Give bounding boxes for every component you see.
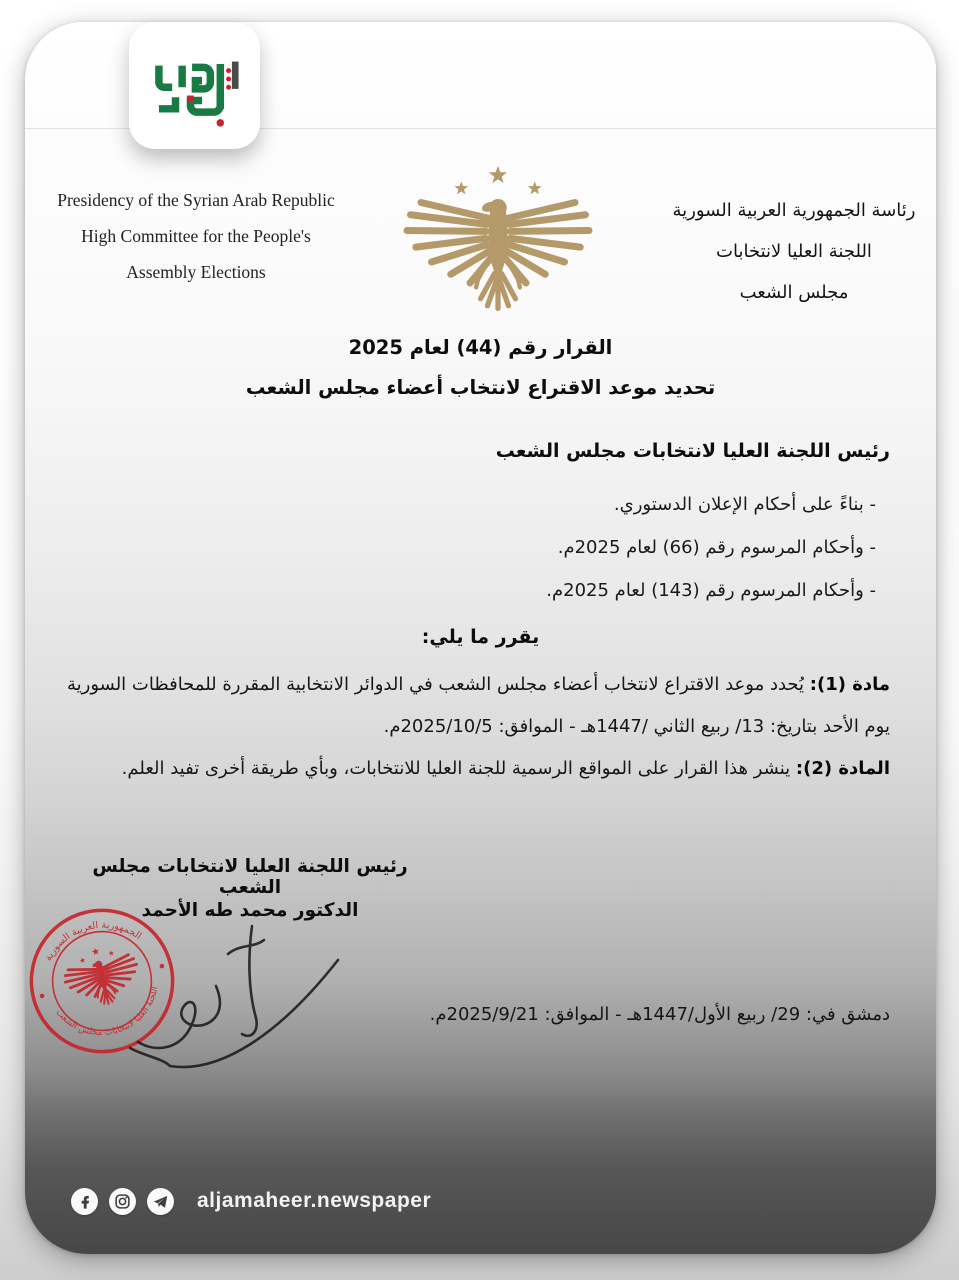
signature-title: رئيس اللجنة العليا لانتخابات مجلس الشعب — [92, 856, 408, 898]
letterhead-line-ar: رئاسة الجمهورية العربية السورية — [672, 200, 916, 221]
stamp-ring-text-top: الجمهورية العربية السورية — [42, 919, 144, 964]
letterhead-line-ar: اللجنة العليا لانتخابات — [716, 241, 872, 262]
social-footer — [71, 1186, 431, 1216]
signatory-name: الدكتور محمد طه الأحمد — [141, 900, 359, 921]
letterhead-line-ar: مجلس الشعب — [739, 282, 849, 303]
article-1 — [65, 664, 890, 748]
letterhead-line-en: Presidency of the Syrian Arab Republic — [57, 190, 335, 210]
telegram-icon — [147, 1188, 174, 1215]
letterhead-line-en: Assembly Elections — [126, 262, 266, 282]
social-handle: aljamaheer.newspaper — [197, 1189, 432, 1212]
preamble-heading: رئيس اللجنة العليا لانتخابات مجلس الشعب — [495, 440, 890, 462]
stamp-ring-text-bottom: اللجنة العليا لانتخابات مجلس الشعب — [53, 985, 161, 1039]
preamble-list — [546, 483, 876, 612]
articles-block — [65, 664, 890, 790]
handwritten-signature — [110, 914, 350, 1089]
arabic-letterhead — [643, 190, 945, 313]
aljamaheer-logo-badge — [129, 22, 260, 149]
facebook-icon — [71, 1188, 98, 1215]
decides-heading: يقرر ما يلي: — [421, 626, 540, 648]
article-2-text: ينشر هذا القرار على المواقع الرسمية للجنة العليا للانتخابات، وبأي طريقة أخرى تفيد العلم. — [121, 758, 796, 779]
decree-number-line: القرار رقم (44) لعام 2025 — [348, 336, 613, 359]
article-1-label: مادة (1): — [809, 674, 890, 695]
letterhead-line-en: High Committee for the People's — [81, 226, 311, 246]
decree-subject-line: تحديد موعد الاقتراع لانتخاب أعضاء مجلس الشعب — [245, 376, 716, 399]
preamble-item: - بناءً على أحكام الإعلان الدستوري. — [613, 494, 876, 515]
syrian-eagle-emblem — [393, 160, 603, 322]
preamble-item: - وأحكام المرسوم رقم (66) لعام 2025م. — [557, 537, 876, 558]
instagram-icon — [109, 1188, 136, 1215]
preamble-item: - وأحكام المرسوم رقم (143) لعام 2025م. — [546, 580, 876, 601]
article-2-label: المادة (2): — [795, 758, 890, 779]
article-1-text: يُحدد موعد الاقتراع لانتخاب أعضاء مجلس الشعب في الدوائر الانتخابية المقررة للمحافظات السورية يوم الأحد بتاريخ: 13/ ربيع الثاني /1447هـ - الموافق: 2025/10/5م. — [66, 674, 890, 737]
aljamaheer-logo — [139, 34, 251, 138]
date-place-line: دمشق في: 29/ ربيع الأول/1447هـ - الموافق: 2025/9/21م. — [429, 1004, 890, 1025]
article-2 — [65, 748, 890, 790]
decree-document-card — [25, 22, 936, 1254]
english-letterhead — [29, 182, 363, 290]
decree-title — [25, 328, 936, 408]
